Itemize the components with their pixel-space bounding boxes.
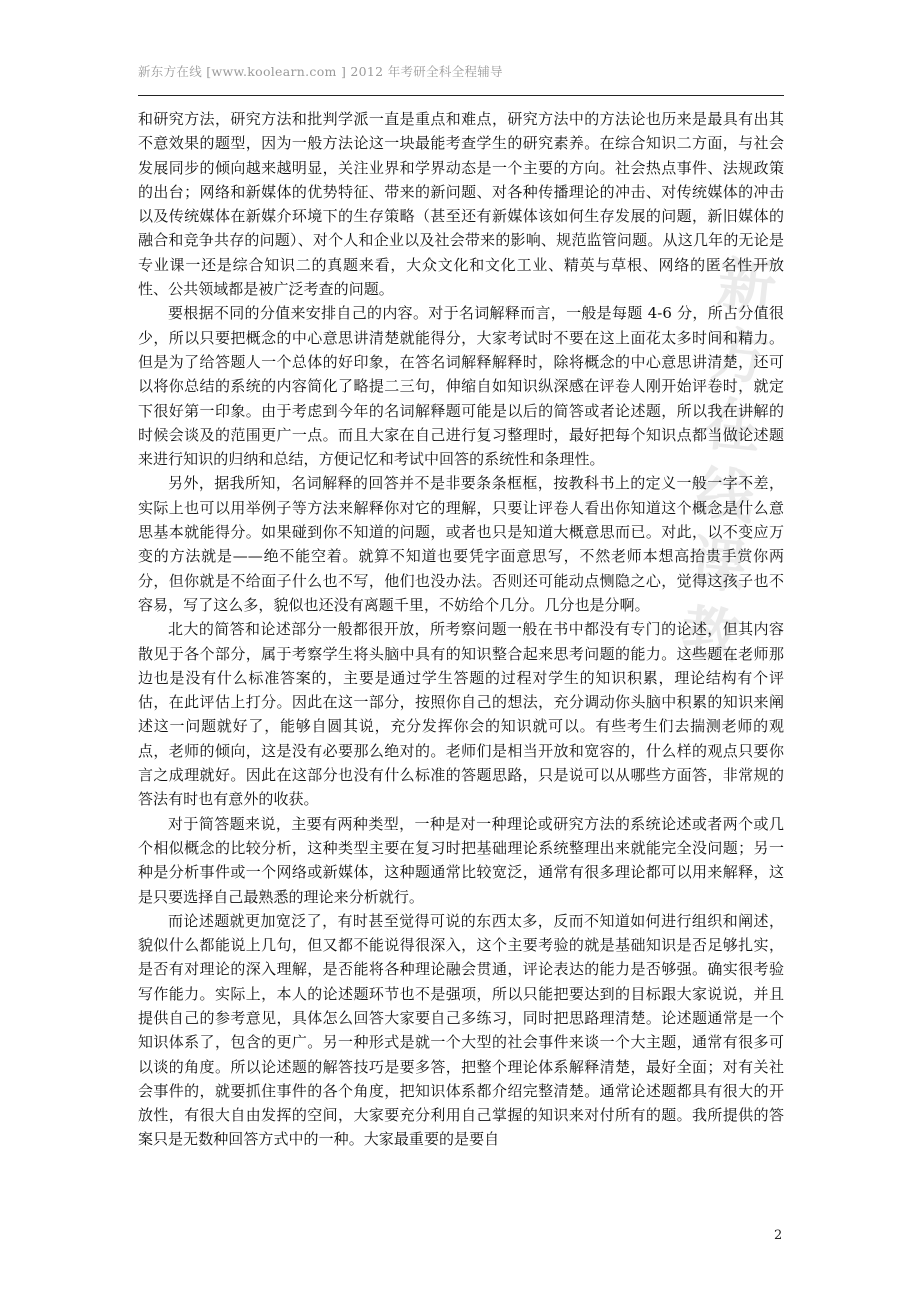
paragraph: 要根据不同的分值来安排自己的内容。对于名词解释而言，一般是每题 4-6 分，所占分值很少，所以只要把概念的中心意思讲清楚就能得分，大家考试时不要在这上面花太多时间和精力。但是为了给答题人一个总体的好印象，在答名词解释解释时，除将概念的中心意思讲清楚，还可以将你总结的系统的内容简化了略提二三句，伸缩自如知识纵深感在评卷人刚开始评卷时，就定下很好第一印象。由于考虑到今年的名词解释题可能是以后的简答或者论述题，所以我在讲解的时候会谈及的范围更广一点。而且大家在自己进行复习整理时，最好把每个知识点都当做论述题来进行知识的归纳和总结，方便记忆和考试中回答的系统性和条理性。 xyxy=(138,304,784,469)
watermark-char: 方 xyxy=(707,319,772,394)
page-number: 2 xyxy=(774,1228,783,1243)
watermark-char: 课 xyxy=(685,528,751,602)
paragraph: 而论述题就更加宽泛了，有时甚至觉得可说的东西太多，反而不知道如何进行组织和阐述，貌似什么都能说上几句，但又都不能说得很深入，这个主要考验的就是基础知识是否足够扎实，是否有对理论的深入理解，是否能将各种理论融会贯通，评论表达的能力是否够强。确实很考验写作能力。实际上，本人的论述题环节也不是强项，所以只能把要达到的目标跟大家说说，并且提供自己的参考意见，具体怎么回答大家要自己多练习，同时把思路理清楚。论述题通常是一个知识体系了，包含的更广。另一种形式是就一个大型的社会事件来谈一个大主题，通常有很多可以谈的角度。所以论述题的解答技巧是要多答，把整个理论体系解释清楚，最好全面；对有关社会事件的，就要抓住事件的各个角度，把知识体系都介绍完整清楚。通常论述题都具有很大的开放性，有很大自由发挥的空间，大家要充分利用自己掌握的知识来对付所有的题。我所提供的答案只是无数种回答方式中的一种。大家最重要的是要自 xyxy=(138,911,784,1149)
paragraph: 和研究方法，研究方法和批判学派一直是重点和难点，研究方法中的方法论也历来是最具有出其不意效果的题型，因为一般方法论这一块最能考查学生的研究素养。在综合知识二方面，与社会发展同步的倾向越来越明显，关注业界和学界动态是一个主要的方向。社会热点事件、法规政策的出台；网络和新媒体的优势特征、带来的新问题、对各种传播理论的冲击、对传统媒体的冲击以及传统媒体在新媒介环境下的生存策略（甚至还有新媒体该如何生存发展的问题，新旧媒体的融合和竞争共存的问题）、对个人和企业以及社会带来的影响、规范监管问题。从这几年的无论是专业课一还是综合知识二的真题来看，大众文化和文化工业、精英与草根、网络的匿名性开放性、公共领域都是被广泛考查的问题。 xyxy=(138,110,784,299)
document-body xyxy=(138,107,784,1152)
paragraph: 北大的简答和论述部分一般都很开放，所考察问题一般在书中都没有专门的论述，但其内容散见于各个部分，属于考察学生将头脑中具有的知识整合起来思考问题的能力。这些题在老师那边也是没有什么标准答案的，主要是通过学生答题的过程对学生的知识积累，理论结构有个评估，在此评估上打分。因此在这一部分，按照你自己的想法，充分调动你头脑中积累的知识来阐述这一问题就好了，能够自圆其说，充分发挥你会的知识就可以。有些考生们去揣测老师的观点，老师的倾向，这是没有必要那么绝对的。老师们是相当开放和宽容的，什么样的观点只要你言之成理就好。因此在这部分也没有什么标准的答题思路，只是说可以从哪些方面答，非常规的答法有时也有意外的收获。 xyxy=(138,620,784,809)
watermark-char: 线 xyxy=(692,458,758,533)
watermark-char: 在 xyxy=(699,389,765,463)
watermark-char: 新 xyxy=(714,249,780,324)
paragraph: 对于简答题来说，主要有两种类型，一种是对一种理论或研究方法的系统论述或者两个或几个相似概念的比较分析，这种类型主要在复习时把基础理论系统整理出来就能完全没问题；另一种是分析事件或一个网络或新媒体，这种题通常比较宽泛，通常有很多理论都可以用来解释，这是只要选择自己最熟悉的理论来分析就行。 xyxy=(138,814,784,906)
watermark-char: 教 xyxy=(677,597,743,672)
paragraph: 另外，据我所知，名词解释的回答并不是非要条条框框，按教科书上的定义一般一字不差，实际上也可以用举例子等方法来解释你对它的理解，只要让评卷人看出你知道这个概念是什么意思基本就能得分。如果碰到你不知道的问题，或者也只是知道大概意思而已。对此，以不变应万变的方法就是——绝不能空着。就算不知道也要凭字面意思写，不然老师本想高抬贵手赏你两分，但你就是不给面子什么也不写，他们也没办法。否则还可能动点恻隐之心，觉得这孩子也不容易，写了这么多，貌似也还没有离题千里，不妨给个几分。几分也是分啊。 xyxy=(138,474,784,614)
page-header: 新东方在线 [www.koolearn.com ] 2012 年考研全科全程辅导 xyxy=(138,64,503,79)
header-rule xyxy=(138,95,784,96)
